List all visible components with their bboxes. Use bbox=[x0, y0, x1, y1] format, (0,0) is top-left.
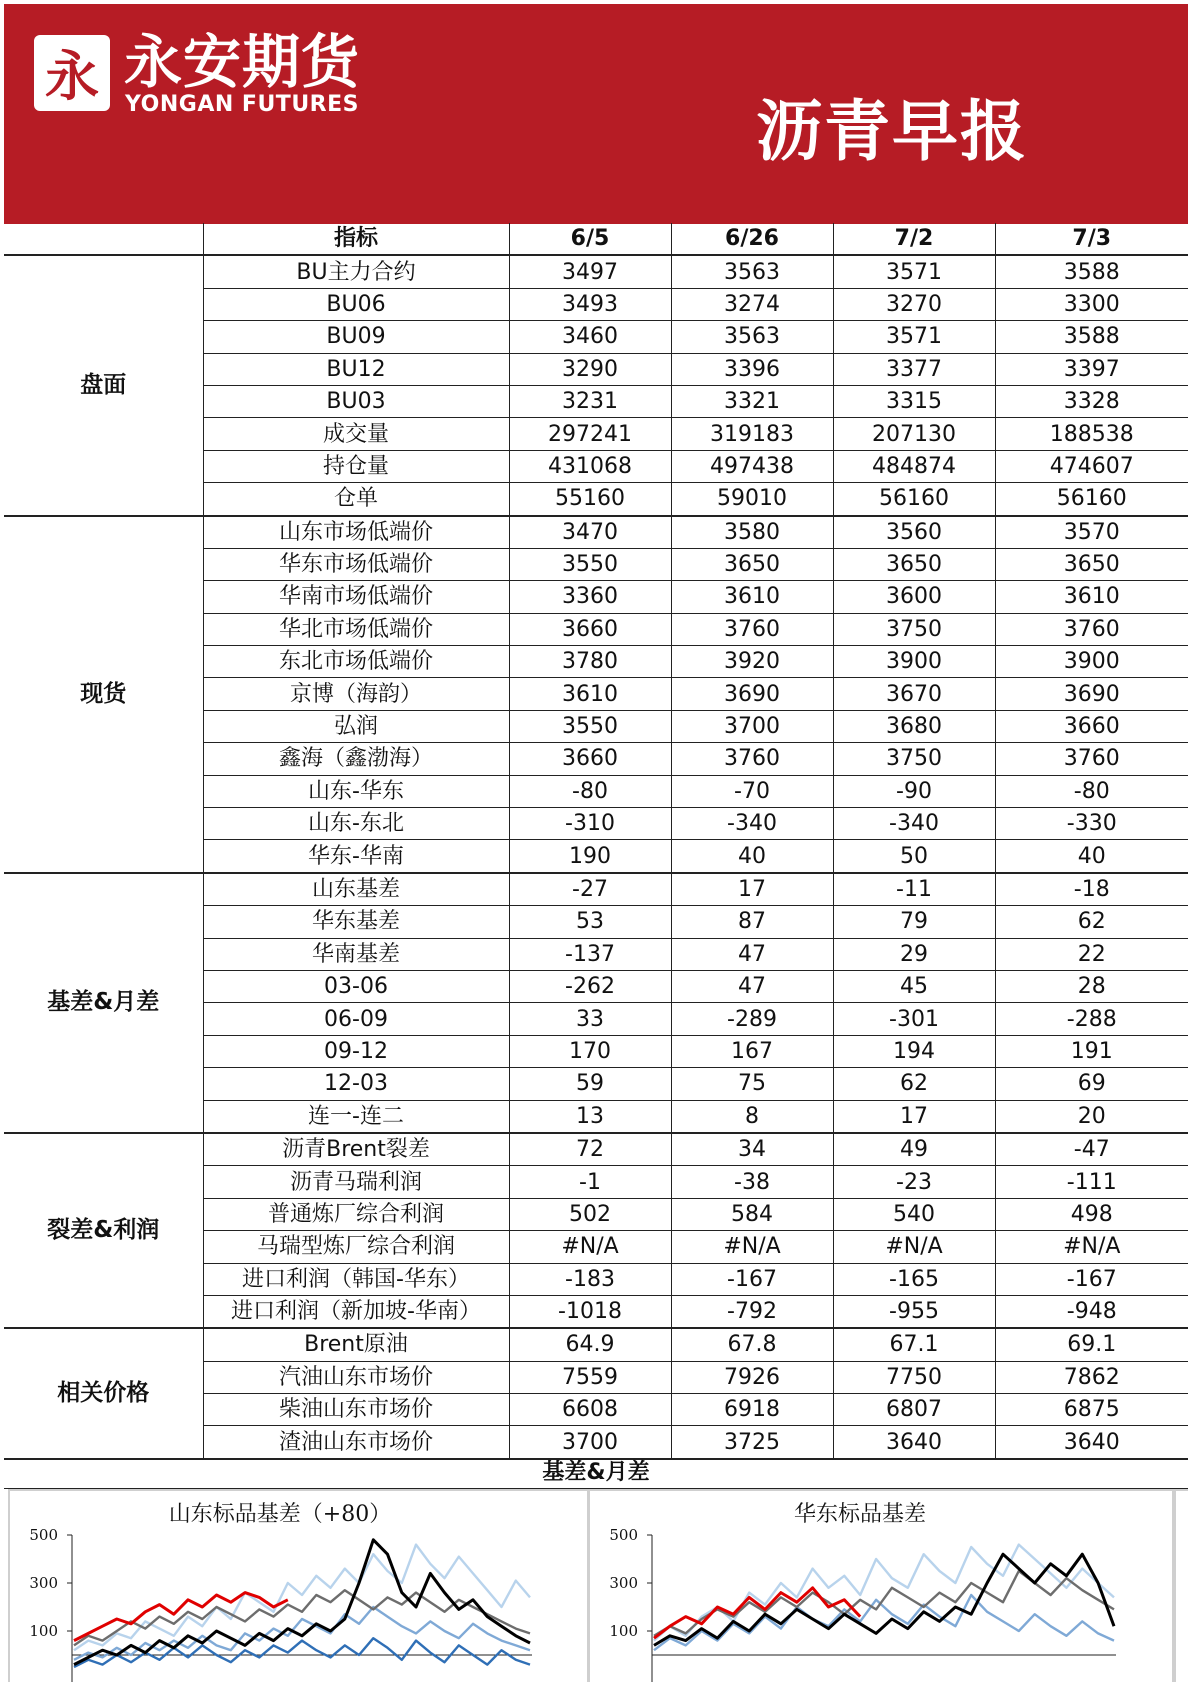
indicator-label: 渣油山东市场价 bbox=[203, 1426, 509, 1459]
y-tick-label: 100 bbox=[29, 1622, 58, 1640]
value-cell: -18 bbox=[995, 873, 1188, 906]
value-cell: 3760 bbox=[671, 743, 833, 775]
indicator-label: 华北市场低端价 bbox=[203, 613, 509, 645]
indicator-label: BU06 bbox=[203, 288, 509, 320]
indicator-label: 连一-连二 bbox=[203, 1100, 509, 1133]
chart-panel-huadong-basis bbox=[588, 1489, 1174, 1682]
indicator-label: 03-06 bbox=[203, 970, 509, 1002]
value-cell: 3470 bbox=[509, 516, 671, 549]
value-cell: -80 bbox=[995, 775, 1188, 807]
value-cell: 484874 bbox=[833, 450, 995, 482]
value-cell: -340 bbox=[671, 808, 833, 840]
value-cell: 3563 bbox=[671, 321, 833, 353]
value-cell: 3725 bbox=[671, 1426, 833, 1459]
value-cell: -792 bbox=[671, 1295, 833, 1328]
indicator-label: 成交量 bbox=[203, 418, 509, 450]
value-cell: 47 bbox=[671, 970, 833, 1002]
indicator-label: BU09 bbox=[203, 321, 509, 353]
value-cell: 34 bbox=[671, 1133, 833, 1166]
value-cell: 297241 bbox=[509, 418, 671, 450]
value-cell: 56160 bbox=[995, 483, 1188, 516]
value-cell: 3600 bbox=[833, 581, 995, 613]
value-cell: -11 bbox=[833, 873, 995, 906]
value-cell: 50 bbox=[833, 840, 995, 873]
table-row bbox=[4, 1328, 1188, 1361]
value-cell: 3680 bbox=[833, 710, 995, 742]
category-cell: 相关价格 bbox=[4, 1328, 203, 1459]
value-cell: -137 bbox=[509, 938, 671, 970]
value-cell: 62 bbox=[995, 906, 1188, 938]
value-cell: 3550 bbox=[509, 710, 671, 742]
value-cell: 584 bbox=[671, 1198, 833, 1230]
table-row bbox=[4, 516, 1188, 549]
series-line bbox=[654, 1595, 1114, 1650]
value-cell: 3610 bbox=[671, 581, 833, 613]
report-title: 沥青早报 bbox=[756, 93, 1028, 170]
category-cell: 裂差&利润 bbox=[4, 1133, 203, 1328]
value-cell: 498 bbox=[995, 1198, 1188, 1230]
header-corner bbox=[4, 223, 203, 255]
value-cell: 72 bbox=[509, 1133, 671, 1166]
table-row bbox=[4, 873, 1188, 906]
y-tick-label: 500 bbox=[609, 1526, 638, 1544]
value-cell: -183 bbox=[509, 1263, 671, 1295]
brand-name-cn: 永安期货 bbox=[124, 28, 361, 96]
value-cell: -310 bbox=[509, 808, 671, 840]
indicator-label: BU12 bbox=[203, 353, 509, 385]
value-cell: 170 bbox=[509, 1035, 671, 1067]
table-row bbox=[4, 1133, 1188, 1166]
indicator-label: 山东-华东 bbox=[203, 775, 509, 807]
value-cell: 3290 bbox=[509, 353, 671, 385]
value-cell: 431068 bbox=[509, 450, 671, 482]
value-cell: 3571 bbox=[833, 255, 995, 288]
value-cell: 53 bbox=[509, 906, 671, 938]
value-cell: #N/A bbox=[995, 1231, 1188, 1263]
value-cell: 167 bbox=[671, 1035, 833, 1067]
logo-icon bbox=[34, 35, 110, 111]
y-tick-label: 100 bbox=[609, 1622, 638, 1640]
value-cell: 3760 bbox=[671, 613, 833, 645]
indicator-label: 华东市场低端价 bbox=[203, 548, 509, 580]
value-cell: 3588 bbox=[995, 255, 1188, 288]
value-cell: 3750 bbox=[833, 743, 995, 775]
value-cell: 3920 bbox=[671, 646, 833, 678]
value-cell: 3315 bbox=[833, 385, 995, 417]
chart-panel-shandong-basis bbox=[8, 1489, 589, 1682]
value-cell: 3497 bbox=[509, 255, 671, 288]
value-cell: 67.1 bbox=[833, 1328, 995, 1361]
indicator-label: 山东-东北 bbox=[203, 808, 509, 840]
value-cell: 7559 bbox=[509, 1361, 671, 1393]
value-cell: 3493 bbox=[509, 288, 671, 320]
value-cell: 3700 bbox=[509, 1426, 671, 1459]
indicator-label: 仓单 bbox=[203, 483, 509, 516]
value-cell: 3650 bbox=[995, 548, 1188, 580]
value-cell: -288 bbox=[995, 1003, 1188, 1035]
category-cell: 现货 bbox=[4, 516, 203, 873]
value-cell: 3588 bbox=[995, 321, 1188, 353]
indicator-label: 12-03 bbox=[203, 1068, 509, 1100]
indicator-label: 沥青马瑞利润 bbox=[203, 1166, 509, 1198]
value-cell: 502 bbox=[509, 1198, 671, 1230]
y-tick-label: 300 bbox=[609, 1574, 638, 1592]
value-cell: 59 bbox=[509, 1068, 671, 1100]
y-tick-label: 500 bbox=[29, 1526, 58, 1544]
column-header: 7/3 bbox=[995, 223, 1188, 255]
value-cell: 190 bbox=[509, 840, 671, 873]
indicator-label: BU主力合约 bbox=[203, 255, 509, 288]
value-cell: 20 bbox=[995, 1100, 1188, 1133]
value-cell: 62 bbox=[833, 1068, 995, 1100]
value-cell: 79 bbox=[833, 906, 995, 938]
value-cell: 69.1 bbox=[995, 1328, 1188, 1361]
value-cell: 3610 bbox=[509, 678, 671, 710]
value-cell: 3270 bbox=[833, 288, 995, 320]
value-cell: 6807 bbox=[833, 1394, 995, 1426]
value-cell: -90 bbox=[833, 775, 995, 807]
value-cell: 17 bbox=[671, 873, 833, 906]
category-cell: 盘面 bbox=[4, 255, 203, 515]
value-cell: 3610 bbox=[995, 581, 1188, 613]
indicator-label: 弘润 bbox=[203, 710, 509, 742]
value-cell: -1 bbox=[509, 1166, 671, 1198]
value-cell: 64.9 bbox=[509, 1328, 671, 1361]
value-cell: 3900 bbox=[833, 646, 995, 678]
indicator-label: 京博（海韵） bbox=[203, 678, 509, 710]
indicator-label: 汽油山东市场价 bbox=[203, 1361, 509, 1393]
value-cell: 3300 bbox=[995, 288, 1188, 320]
value-cell: 28 bbox=[995, 970, 1188, 1002]
value-cell: 8 bbox=[671, 1100, 833, 1133]
value-cell: 17 bbox=[833, 1100, 995, 1133]
value-cell: -23 bbox=[833, 1166, 995, 1198]
value-cell: 6608 bbox=[509, 1394, 671, 1426]
value-cell: 194 bbox=[833, 1035, 995, 1067]
value-cell: 3328 bbox=[995, 385, 1188, 417]
indicator-label: 进口利润（韩国-华东） bbox=[203, 1263, 509, 1295]
value-cell: -111 bbox=[995, 1166, 1188, 1198]
indicator-label: 山东基差 bbox=[203, 873, 509, 906]
value-cell: 45 bbox=[833, 970, 995, 1002]
value-cell: 3377 bbox=[833, 353, 995, 385]
value-cell: -167 bbox=[671, 1263, 833, 1295]
value-cell: 3396 bbox=[671, 353, 833, 385]
value-cell: 3640 bbox=[833, 1426, 995, 1459]
value-cell: 49 bbox=[833, 1133, 995, 1166]
value-cell: 7862 bbox=[995, 1361, 1188, 1393]
indicator-label: BU03 bbox=[203, 385, 509, 417]
value-cell: 3670 bbox=[833, 678, 995, 710]
value-cell: -340 bbox=[833, 808, 995, 840]
value-cell: 87 bbox=[671, 906, 833, 938]
indicator-label: 华东-华南 bbox=[203, 840, 509, 873]
indicator-label: 进口利润（新加坡-华南） bbox=[203, 1295, 509, 1328]
value-cell: 3274 bbox=[671, 288, 833, 320]
chart-huadong-basis bbox=[590, 1491, 1172, 1682]
value-cell: 3780 bbox=[509, 646, 671, 678]
value-cell: 22 bbox=[995, 938, 1188, 970]
value-cell: -262 bbox=[509, 970, 671, 1002]
value-cell: 3571 bbox=[833, 321, 995, 353]
value-cell: 3660 bbox=[509, 743, 671, 775]
value-cell: 55160 bbox=[509, 483, 671, 516]
value-cell: 3760 bbox=[995, 743, 1188, 775]
value-cell: 191 bbox=[995, 1035, 1188, 1067]
indicator-label: 山东市场低端价 bbox=[203, 516, 509, 549]
value-cell: 207130 bbox=[833, 418, 995, 450]
value-cell: 3640 bbox=[995, 1426, 1188, 1459]
indicator-label: 鑫海（鑫渤海） bbox=[203, 743, 509, 775]
chart-title: 山东标品基差（+80） bbox=[168, 1502, 392, 1527]
value-cell: 56160 bbox=[833, 483, 995, 516]
chart-shandong-basis bbox=[10, 1491, 587, 1682]
value-cell: 3660 bbox=[995, 710, 1188, 742]
chart-panel-cropped bbox=[1174, 1489, 1188, 1682]
value-cell: 497438 bbox=[671, 450, 833, 482]
value-cell: 13 bbox=[509, 1100, 671, 1133]
value-cell: 3750 bbox=[833, 613, 995, 645]
value-cell: -80 bbox=[509, 775, 671, 807]
indicator-label: 沥青Brent裂差 bbox=[203, 1133, 509, 1166]
indicator-label: Brent原油 bbox=[203, 1328, 509, 1361]
value-cell: 7926 bbox=[671, 1361, 833, 1393]
table-row bbox=[4, 255, 1188, 288]
table-header-row bbox=[4, 223, 1188, 255]
value-cell: 3700 bbox=[671, 710, 833, 742]
value-cell: 69 bbox=[995, 1068, 1188, 1100]
indicator-table bbox=[4, 223, 1188, 1460]
indicator-label: 华南市场低端价 bbox=[203, 581, 509, 613]
value-cell: 3570 bbox=[995, 516, 1188, 549]
value-cell: 3760 bbox=[995, 613, 1188, 645]
column-header: 6/26 bbox=[671, 223, 833, 255]
value-cell: 3563 bbox=[671, 255, 833, 288]
indicator-label: 柴油山东市场价 bbox=[203, 1394, 509, 1426]
value-cell: #N/A bbox=[671, 1231, 833, 1263]
indicator-label: 普通炼厂综合利润 bbox=[203, 1198, 509, 1230]
value-cell: -301 bbox=[833, 1003, 995, 1035]
indicator-label: 09-12 bbox=[203, 1035, 509, 1067]
column-header: 6/5 bbox=[509, 223, 671, 255]
value-cell: #N/A bbox=[509, 1231, 671, 1263]
column-header: 指标 bbox=[203, 223, 509, 255]
chart-title: 华东标品基差 bbox=[793, 1502, 927, 1527]
value-cell: -289 bbox=[671, 1003, 833, 1035]
value-cell: -38 bbox=[671, 1166, 833, 1198]
indicator-label: 06-09 bbox=[203, 1003, 509, 1035]
value-cell: 3550 bbox=[509, 548, 671, 580]
value-cell: 59010 bbox=[671, 483, 833, 516]
value-cell: 3360 bbox=[509, 581, 671, 613]
indicator-label: 华东基差 bbox=[203, 906, 509, 938]
value-cell: 3580 bbox=[671, 516, 833, 549]
value-cell: 3650 bbox=[671, 548, 833, 580]
value-cell: 29 bbox=[833, 938, 995, 970]
value-cell: 33 bbox=[509, 1003, 671, 1035]
value-cell: 3560 bbox=[833, 516, 995, 549]
value-cell: 3231 bbox=[509, 385, 671, 417]
value-cell: 67.8 bbox=[671, 1328, 833, 1361]
value-cell: -27 bbox=[509, 873, 671, 906]
series-line bbox=[654, 1588, 860, 1638]
value-cell: -330 bbox=[995, 808, 1188, 840]
value-cell: 3650 bbox=[833, 548, 995, 580]
value-cell: 540 bbox=[833, 1198, 995, 1230]
value-cell: 40 bbox=[995, 840, 1188, 873]
charts-section-title: 基差&月差 bbox=[4, 1458, 1188, 1489]
value-cell: -70 bbox=[671, 775, 833, 807]
value-cell: -165 bbox=[833, 1263, 995, 1295]
value-cell: 3397 bbox=[995, 353, 1188, 385]
logo-glyph: 永 bbox=[45, 45, 99, 108]
value-cell: #N/A bbox=[833, 1231, 995, 1263]
value-cell: 319183 bbox=[671, 418, 833, 450]
value-cell: 474607 bbox=[995, 450, 1188, 482]
indicator-label: 东北市场低端价 bbox=[203, 646, 509, 678]
value-cell: 40 bbox=[671, 840, 833, 873]
value-cell: 6918 bbox=[671, 1394, 833, 1426]
indicator-label: 马瑞型炼厂综合利润 bbox=[203, 1231, 509, 1263]
indicator-label: 华南基差 bbox=[203, 938, 509, 970]
value-cell: 3460 bbox=[509, 321, 671, 353]
value-cell: 188538 bbox=[995, 418, 1188, 450]
indicator-label: 持仓量 bbox=[203, 450, 509, 482]
value-cell: 3690 bbox=[671, 678, 833, 710]
value-cell: -948 bbox=[995, 1295, 1188, 1328]
brand-name-en: YONGAN FUTURES bbox=[125, 92, 359, 117]
report-header bbox=[4, 4, 1188, 224]
value-cell: -955 bbox=[833, 1295, 995, 1328]
value-cell: 3900 bbox=[995, 646, 1188, 678]
value-cell: 3660 bbox=[509, 613, 671, 645]
logo-mark bbox=[34, 35, 110, 111]
value-cell: -167 bbox=[995, 1263, 1188, 1295]
value-cell: 3690 bbox=[995, 678, 1188, 710]
value-cell: -1018 bbox=[509, 1295, 671, 1328]
value-cell: 75 bbox=[671, 1068, 833, 1100]
y-tick-label: 300 bbox=[29, 1574, 58, 1592]
value-cell: 7750 bbox=[833, 1361, 995, 1393]
value-cell: 47 bbox=[671, 938, 833, 970]
value-cell: 3321 bbox=[671, 385, 833, 417]
category-cell: 基差&月差 bbox=[4, 873, 203, 1133]
value-cell: -47 bbox=[995, 1133, 1188, 1166]
value-cell: 6875 bbox=[995, 1394, 1188, 1426]
column-header: 7/2 bbox=[833, 223, 995, 255]
